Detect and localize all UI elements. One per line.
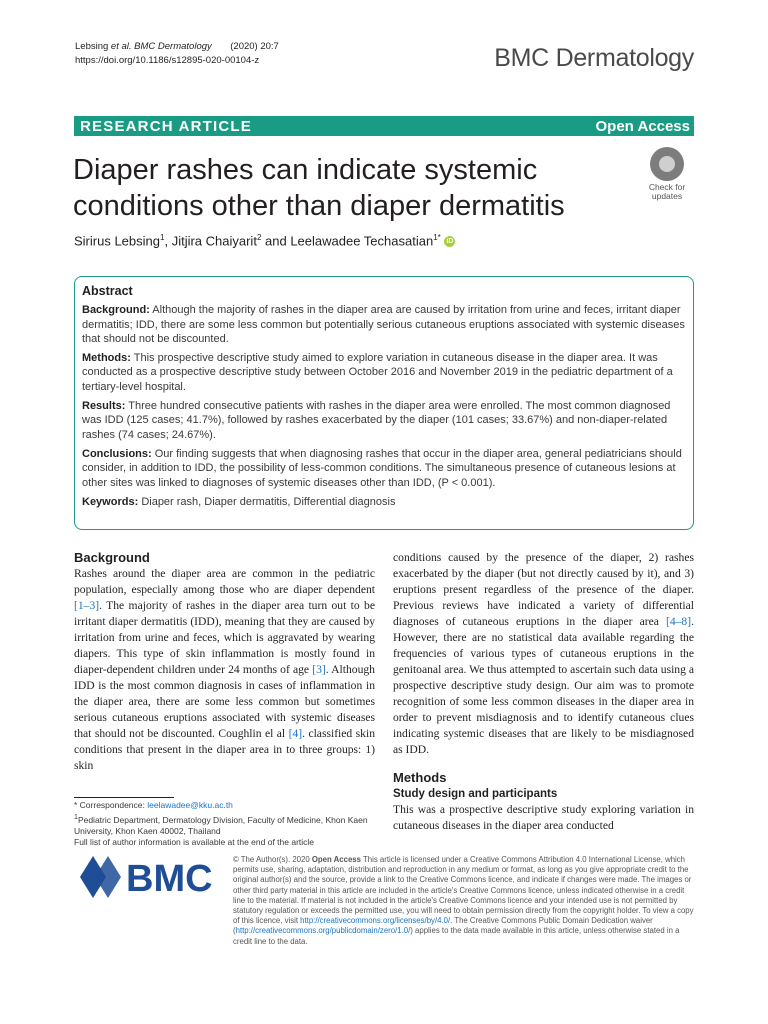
journal-name: BMC Dermatology [494, 44, 694, 72]
crossmark-icon [650, 147, 684, 181]
affiliation-text: Pediatric Department, Dermatology Division, Faculty of Medicine, Khon Kaen University, Khon Kaen 40002, Thailand [74, 814, 368, 836]
study-design-heading: Study design and participants [393, 788, 558, 800]
citation-year: (2020) 20:7 [230, 41, 279, 52]
bmc-logo [80, 852, 218, 902]
methods-heading: Methods [393, 770, 447, 785]
orcid-icon[interactable]: iD [446, 238, 454, 246]
correspondence-email-link[interactable]: leelawadee@kku.ac.th [147, 800, 233, 810]
citation-journal: et al. BMC Dermatology [110, 41, 212, 52]
citation-link[interactable]: [4] [288, 727, 303, 740]
license-text: © The Author(s). 2020 Open Access This article is licensed under a Creative Commons Attribution 4.0 International License, which permits use, sharing, adaptation, distribution and reproduction in any medium or format, as long as you give appropriate credit to the original author(s) and the source, provide a link to the Creative Commons licence, and indicate if changes were made. The images or other third party material in this article are included in the article's Creative Commons licence, unless indicated otherwise in a credit line to the material. If material is not included in the article's Creative Commons licence and your intended use is not permitted by statutory regulation or exceeds the permitted use, you will need to obtain permission directly from the copyright holder. To view a copy of this licence, visit http://creativecommons.org/licenses/by/4.0/. The Creative Commons Public Domain Dedication waiver (http://creativecommons.org/publicdomain/zero/1.0/) applies to the data made available in this article, unless otherwise stated in a credit line to the data. [233, 855, 694, 946]
author-name[interactable]: Leelawadee Techasatian [290, 233, 434, 249]
affiliation-marker: 1 [160, 233, 165, 242]
abstract-results: Results: Three hundred consecutive patients with rashes in the diaper area were enrolled. The most common diagnosed was IDD (125 cases; 41.7%), followed by rashes exacerbated by the diaper (101 cases; 33.67%) and non-diaper-related rashes (74 cases; 24.67%). [82, 400, 671, 441]
study-design-paragraph: This was a prospective descriptive study exploring variation in cutaneous diseases in the diaper area conducted [393, 803, 694, 832]
affiliation-marker: 1* [433, 233, 441, 242]
doi-link[interactable]: https://doi.org/10.1186/s12895-020-00104-z [75, 55, 260, 66]
citation-author: Lebsing [75, 41, 109, 52]
citation-link[interactable]: [3] [312, 663, 326, 676]
article-title: Diaper rashes can indicate systemic conditions other than diaper dermatitis [73, 154, 565, 222]
abstract-box [74, 276, 694, 530]
abstract-background: Background: Although the majority of rashes in the diaper area are caused by irritation from urine and feces, irritant diaper dermatitis; IDD, there are some less common but potentially serious cutaneous eruptions associated with systemic diseases that should not be discounted. [82, 304, 685, 345]
full-author-info-note: Full list of author information is available at the end of the article [74, 837, 315, 848]
abstract-conclusions: Conclusions: Our finding suggests that when diagnosing rashes that occur in the diaper area, general pediatricians should consider, in addition to IDD, the possibility of less-common conditions. The simultaneous presence of cutaneous lesions at other sites was linked to diagnoses of systemic diseases other than IDD, (P < 0.001). [82, 447, 682, 489]
footnotes: * Correspondence: leelawadee@kku.ac.th $^1$Pediatric Department, Dermatology Division, Faculty of Medicine, Khon Kaen University, Khon Kaen 40002, Thailand Full list of author information is available at the end of the article [74, 800, 375, 849]
abstract-methods: Methods: This prospective descriptive study aimed to explore variation in cutaneous disease in the diaper area. It was conducted as a prospective descriptive study between October 2016 and November 2019 in the pediatric department of a tertiary-level hospital. [82, 352, 673, 393]
license-link[interactable]: http://creativecommons.org/licenses/by/4.0/ [300, 916, 451, 926]
open-access-label: Open Access [595, 118, 690, 135]
background-paragraph: Rashes around the diaper area are common in the pediatric population, especially among those who are diaper dependent [1–3]. The majority of rashes in the diaper area turn out to be irritant diaper dermatitis (IDD), meaning that they are caused by irritation from urine and feces, which is aggravated by wearing diapers. This type of skin inflammation is mostly found in diaper-dependent children under 24 months of age [3]. Although IDD is the most common diagnosis in cases of inflammation in the diaper area, there are some less common but sometimes serious cutaneous eruptions associated with systemic diseases that should not be discounted. Coughlin el al [4]. classified skin conditions that present in the diaper area in to three groups: 1) skin [74, 567, 375, 772]
citation-header [75, 40, 279, 68]
footnote-divider [74, 797, 174, 798]
background-paragraph-cont: conditions caused by the presence of the diaper, 2) rashes exacerbated by the diaper (but not directly caused by it), and 3) eruptions present regardless of the presence of the diaper. Previous reviews have indicated a variety of differential diagnoses of cutaneous eruptions in the diaper area [4–8]. However, there are no statistical data available regarding the frequencies of various types of cutaneous eruptions in the genitoanal area. We thus attempted to ascertain such data using a prospective descriptive study design. Our aim was to promote recognition of some less common diseases in the diaper area in order to prevent misdiagnosis and to identify cutaneous clues indicating systemic diseases that are likely to be misdiagnosed as IDD. [393, 551, 694, 756]
citation-link[interactable]: [4–8] [665, 615, 692, 628]
citation-link[interactable]: [1–3] [74, 599, 100, 612]
abstract-keywords: Keywords: Diaper rash, Diaper dermatitis, Differential diagnosis [82, 495, 396, 508]
affiliation-marker: 2 [256, 233, 262, 242]
body-left-column [74, 550, 375, 774]
bmc-logo-text: BMC [126, 858, 213, 900]
article-type-banner [74, 116, 694, 136]
article-type-label: RESEARCH ARTICLE [80, 118, 252, 135]
author-name[interactable]: Sirirus Lebsing [74, 233, 160, 249]
check-for-updates-button[interactable] [640, 147, 694, 203]
author-name[interactable]: Jitjira Chaiyarit [171, 233, 257, 249]
public-domain-link[interactable]: http://creativecommons.org/publicdomain/zero/1.0/ [235, 926, 411, 936]
background-heading: Background [74, 550, 150, 565]
author-list: Sirirus Lebsing$^1$, Jitjira Chaiyarit$^2$ and Leelawadee Techasatian$^{1*}$ iD [74, 233, 454, 249]
body-right-column [393, 550, 694, 834]
abstract-heading: Abstract [82, 284, 133, 298]
check-updates-label: Check for updates [648, 182, 686, 201]
